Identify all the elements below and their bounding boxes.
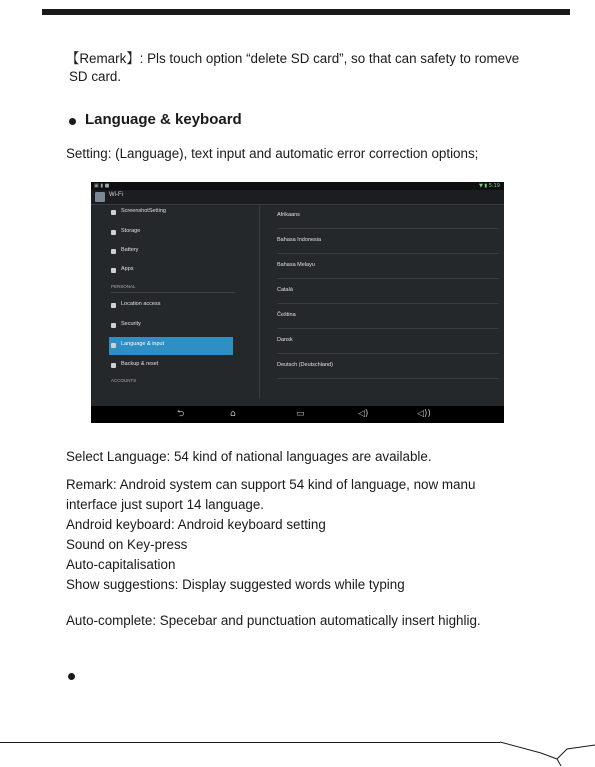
settings-item-screenshot[interactable] xyxy=(109,204,233,222)
bullet-dot xyxy=(69,118,76,125)
lock-icon xyxy=(111,323,116,328)
settings-item-label: Location access xyxy=(121,301,161,307)
settings-item-label: Language & input xyxy=(121,341,165,347)
language-label: Čeština xyxy=(277,312,296,318)
android-keyboard-text: Android keyboard: Android keyboard setting xyxy=(66,517,326,532)
header-rule xyxy=(42,9,570,15)
section-heading: Language & keyboard xyxy=(85,111,242,128)
status-icons-left: ▣ ▮ ■ xyxy=(94,183,110,189)
location-icon xyxy=(111,303,116,308)
volume-down-icon[interactable]: ◁) xyxy=(358,409,369,419)
language-label: Català xyxy=(277,287,293,293)
settings-item-label: ScreenshotSetting xyxy=(121,208,166,214)
language-label: Bahasa Melayu xyxy=(277,262,315,268)
action-bar-title: Wi-Fi xyxy=(109,192,123,198)
auto-capitalisation-text: Auto-capitalisation xyxy=(66,557,176,572)
settings-item-storage[interactable] xyxy=(109,224,233,242)
screenshot-icon xyxy=(111,210,116,215)
settings-item-security[interactable] xyxy=(109,317,233,335)
remark-android-line-1: Remark: Android system can support 54 kind of language, now manu xyxy=(66,477,476,492)
show-suggestions-text: Show suggestions: Display suggested words while typing xyxy=(66,577,405,592)
language-item[interactable] xyxy=(277,329,499,354)
remark-line-2: SD card. xyxy=(69,69,122,84)
language-item[interactable] xyxy=(277,254,499,279)
bullet-dot xyxy=(68,673,75,680)
remark-line-1: 【Remark】: Pls touch option “delete SD card”, so that can safety to romeve xyxy=(66,51,520,66)
language-list xyxy=(269,204,499,400)
backup-icon xyxy=(111,363,116,368)
settings-list xyxy=(105,204,238,400)
section-divider xyxy=(111,292,235,293)
volume-up-icon[interactable]: ◁)) xyxy=(417,409,431,419)
footer-rule xyxy=(0,742,500,743)
apps-icon xyxy=(111,268,116,273)
language-label: Dansk xyxy=(277,337,293,343)
settings-item-battery[interactable] xyxy=(109,243,233,261)
settings-item-backup[interactable] xyxy=(109,357,233,375)
auto-complete-text: Auto-complete: Specebar and punctuation automatically insert highlig. xyxy=(66,613,481,628)
page-corner-decoration xyxy=(495,735,595,767)
settings-screenshot xyxy=(91,182,504,423)
language-label: Afrikaans xyxy=(277,212,300,218)
action-bar xyxy=(91,190,504,205)
storage-icon xyxy=(111,230,116,235)
settings-item-location[interactable] xyxy=(109,297,233,315)
language-item[interactable] xyxy=(277,204,499,229)
back-icon[interactable]: ⮌ xyxy=(177,409,185,419)
section-header-personal: PERSONAL xyxy=(111,284,136,289)
language-label: Bahasa Indonesia xyxy=(277,237,322,243)
settings-item-apps[interactable] xyxy=(109,262,233,280)
language-label: Deutsch (Deutschland) xyxy=(277,362,333,368)
status-icons-right: ▼ ▮ 5:19 xyxy=(478,183,500,189)
settings-icon xyxy=(95,192,105,202)
settings-item-label: Battery xyxy=(121,247,139,253)
settings-item-label: Backup & reset xyxy=(121,361,159,367)
language-item[interactable] xyxy=(277,354,499,379)
settings-item-language-input[interactable] xyxy=(109,337,233,355)
setting-text: Setting: (Language), text input and automatic error correction options; xyxy=(66,146,479,161)
select-language-text: Select Language: 54 kind of national languages are available. xyxy=(66,449,432,464)
remark-android-line-2: interface just suport 14 language. xyxy=(66,497,265,512)
language-item[interactable] xyxy=(277,279,499,304)
battery-icon xyxy=(111,249,116,254)
navigation-bar xyxy=(91,406,504,423)
language-item[interactable] xyxy=(277,304,499,329)
sound-keypress-text: Sound on Key-press xyxy=(66,537,188,552)
home-icon[interactable]: ⌂ xyxy=(230,409,236,419)
settings-item-label: Security xyxy=(121,321,141,327)
pane-divider xyxy=(259,206,260,398)
settings-item-label: Storage xyxy=(121,228,141,234)
language-icon xyxy=(111,343,116,348)
recent-apps-icon[interactable]: ▭ xyxy=(296,409,305,419)
status-bar xyxy=(91,182,504,190)
settings-item-label: Apps xyxy=(121,266,134,272)
section-header-accounts: ACCOUNTS xyxy=(111,378,137,383)
language-item[interactable] xyxy=(277,229,499,254)
